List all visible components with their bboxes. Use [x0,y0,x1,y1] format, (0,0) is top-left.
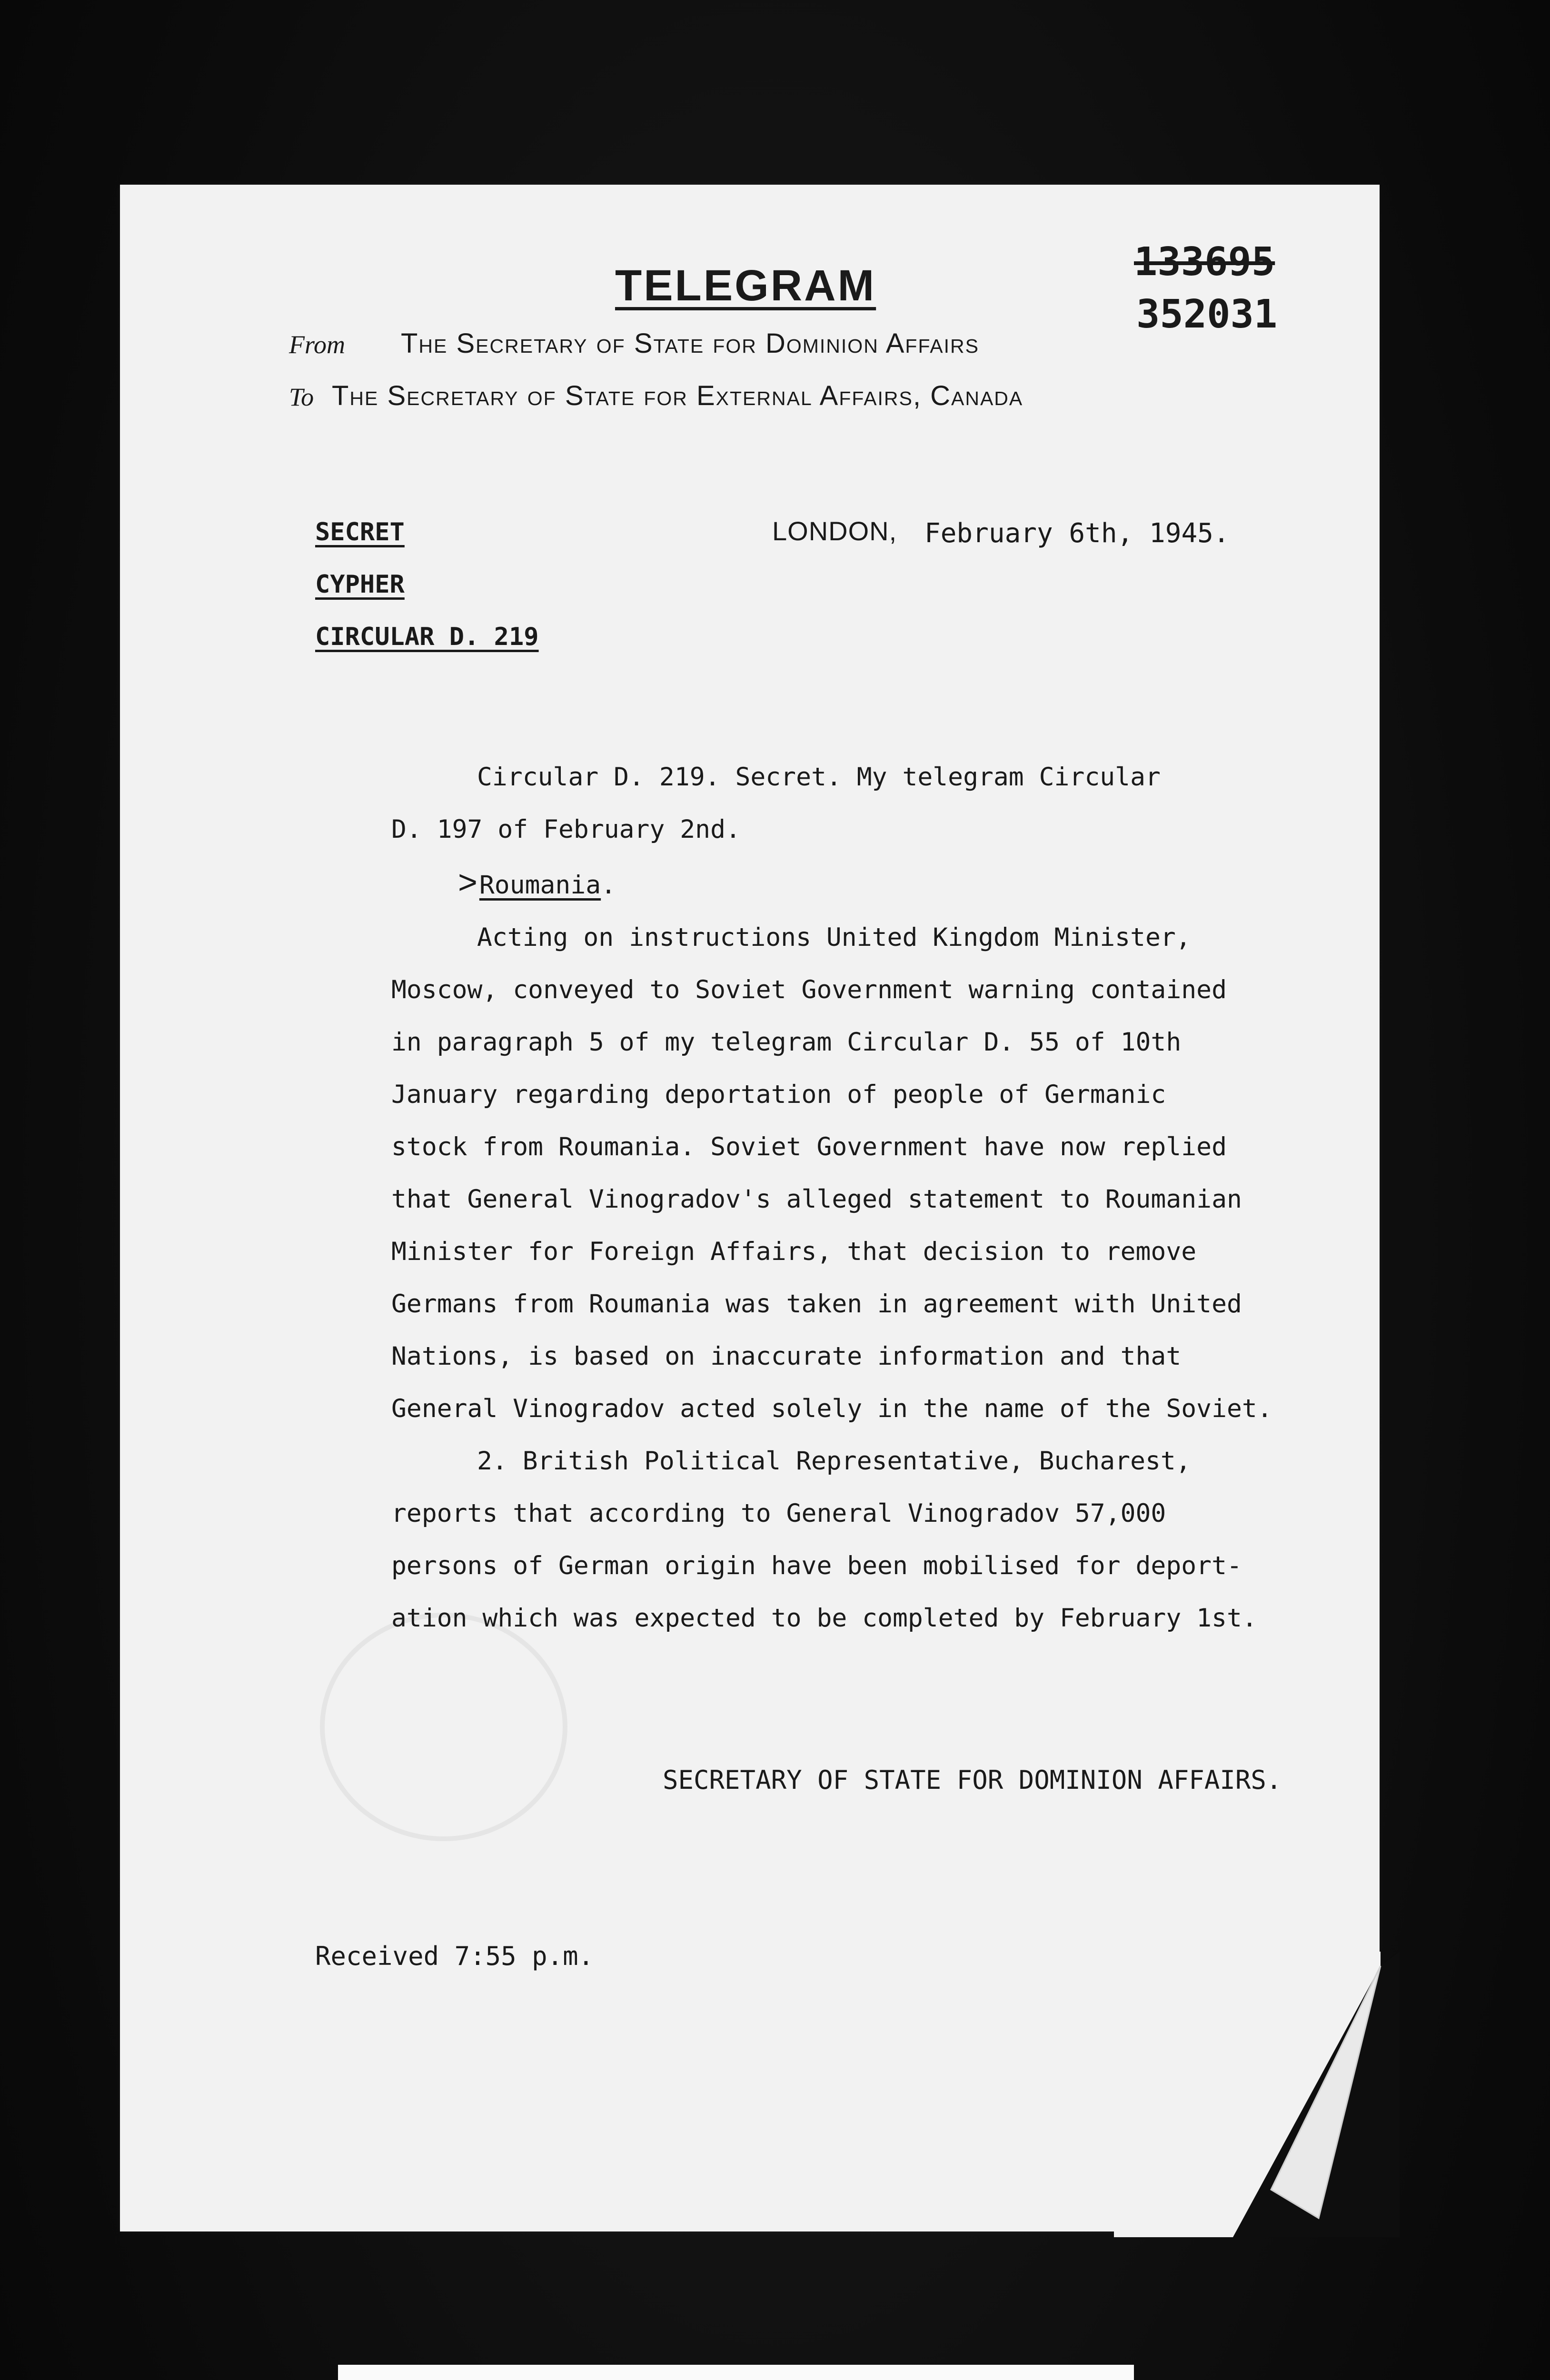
subject-word: Roumania [479,871,601,900]
classification-secret: SECRET [315,518,405,546]
body-line: reports that according to General Vinogradov 57,000 [391,1499,1166,1528]
body-line: Minister for Foreign Affairs, that decision to remove [391,1237,1197,1266]
to-text: The Secretary of State for External Affairs, Canada [332,380,1023,411]
struck-reference-number: 133695 [1134,239,1275,285]
telegram-page [120,185,1380,2231]
subject-suffix: . [601,871,616,900]
body-line: 2. British Political Representative, Bucharest, [477,1447,1191,1476]
classification-cypher: CYPHER [315,570,405,599]
body-line: ation which was expected to be completed by February 1st. [391,1604,1257,1633]
from-text: The Secretary of State for Dominion Affairs [401,328,979,359]
body-line: Nations, is based on inaccurate information and that [391,1342,1182,1371]
citation-label [338,2365,1134,2380]
body-line: Germans from Roumania was taken in agreement with United [391,1289,1242,1319]
classification-circular: CIRCULAR D. 219 [315,623,539,651]
body-line: in paragraph 5 of my telegram Circular D. 55 of 10th [391,1028,1182,1057]
body-line: persons of German origin have been mobilised for deport- [391,1551,1242,1580]
body-line: Circular D. 219. Secret. My telegram Circular [477,763,1161,792]
date: February 6th, 1945. [924,518,1230,549]
body-line: January regarding deportation of people of Germanic [391,1080,1166,1109]
body-line: that General Vinogradov's alleged statement to Roumanian [391,1185,1242,1214]
telegram-body [391,751,1343,1645]
body-line: D. 197 of February 2nd. [391,815,741,844]
place: LONDON, [772,516,897,546]
caret-mark: > [458,863,477,901]
to-label: To [289,383,314,411]
subject-line [391,856,1343,912]
telegram-title: TELEGRAM [615,261,876,310]
body-line: Moscow, conveyed to Soviet Government warning contained [391,975,1227,1004]
signature: SECRETARY OF STATE FOR DOMINION AFFAIRS. [663,1765,1282,1795]
received-time: Received 7:55 p.m. [315,1941,594,1971]
folded-corner [1114,1952,1400,2237]
body-line: General Vinogradov acted solely in the name of the Soviet. [391,1394,1272,1423]
body-line: Acting on instructions United Kingdom Minister, [477,923,1191,952]
faint-stamp [320,1613,567,1841]
reference-number: 352031 [1136,292,1278,337]
from-label: From [289,330,345,359]
body-line: stock from Roumania. Soviet Government have now replied [391,1132,1227,1161]
